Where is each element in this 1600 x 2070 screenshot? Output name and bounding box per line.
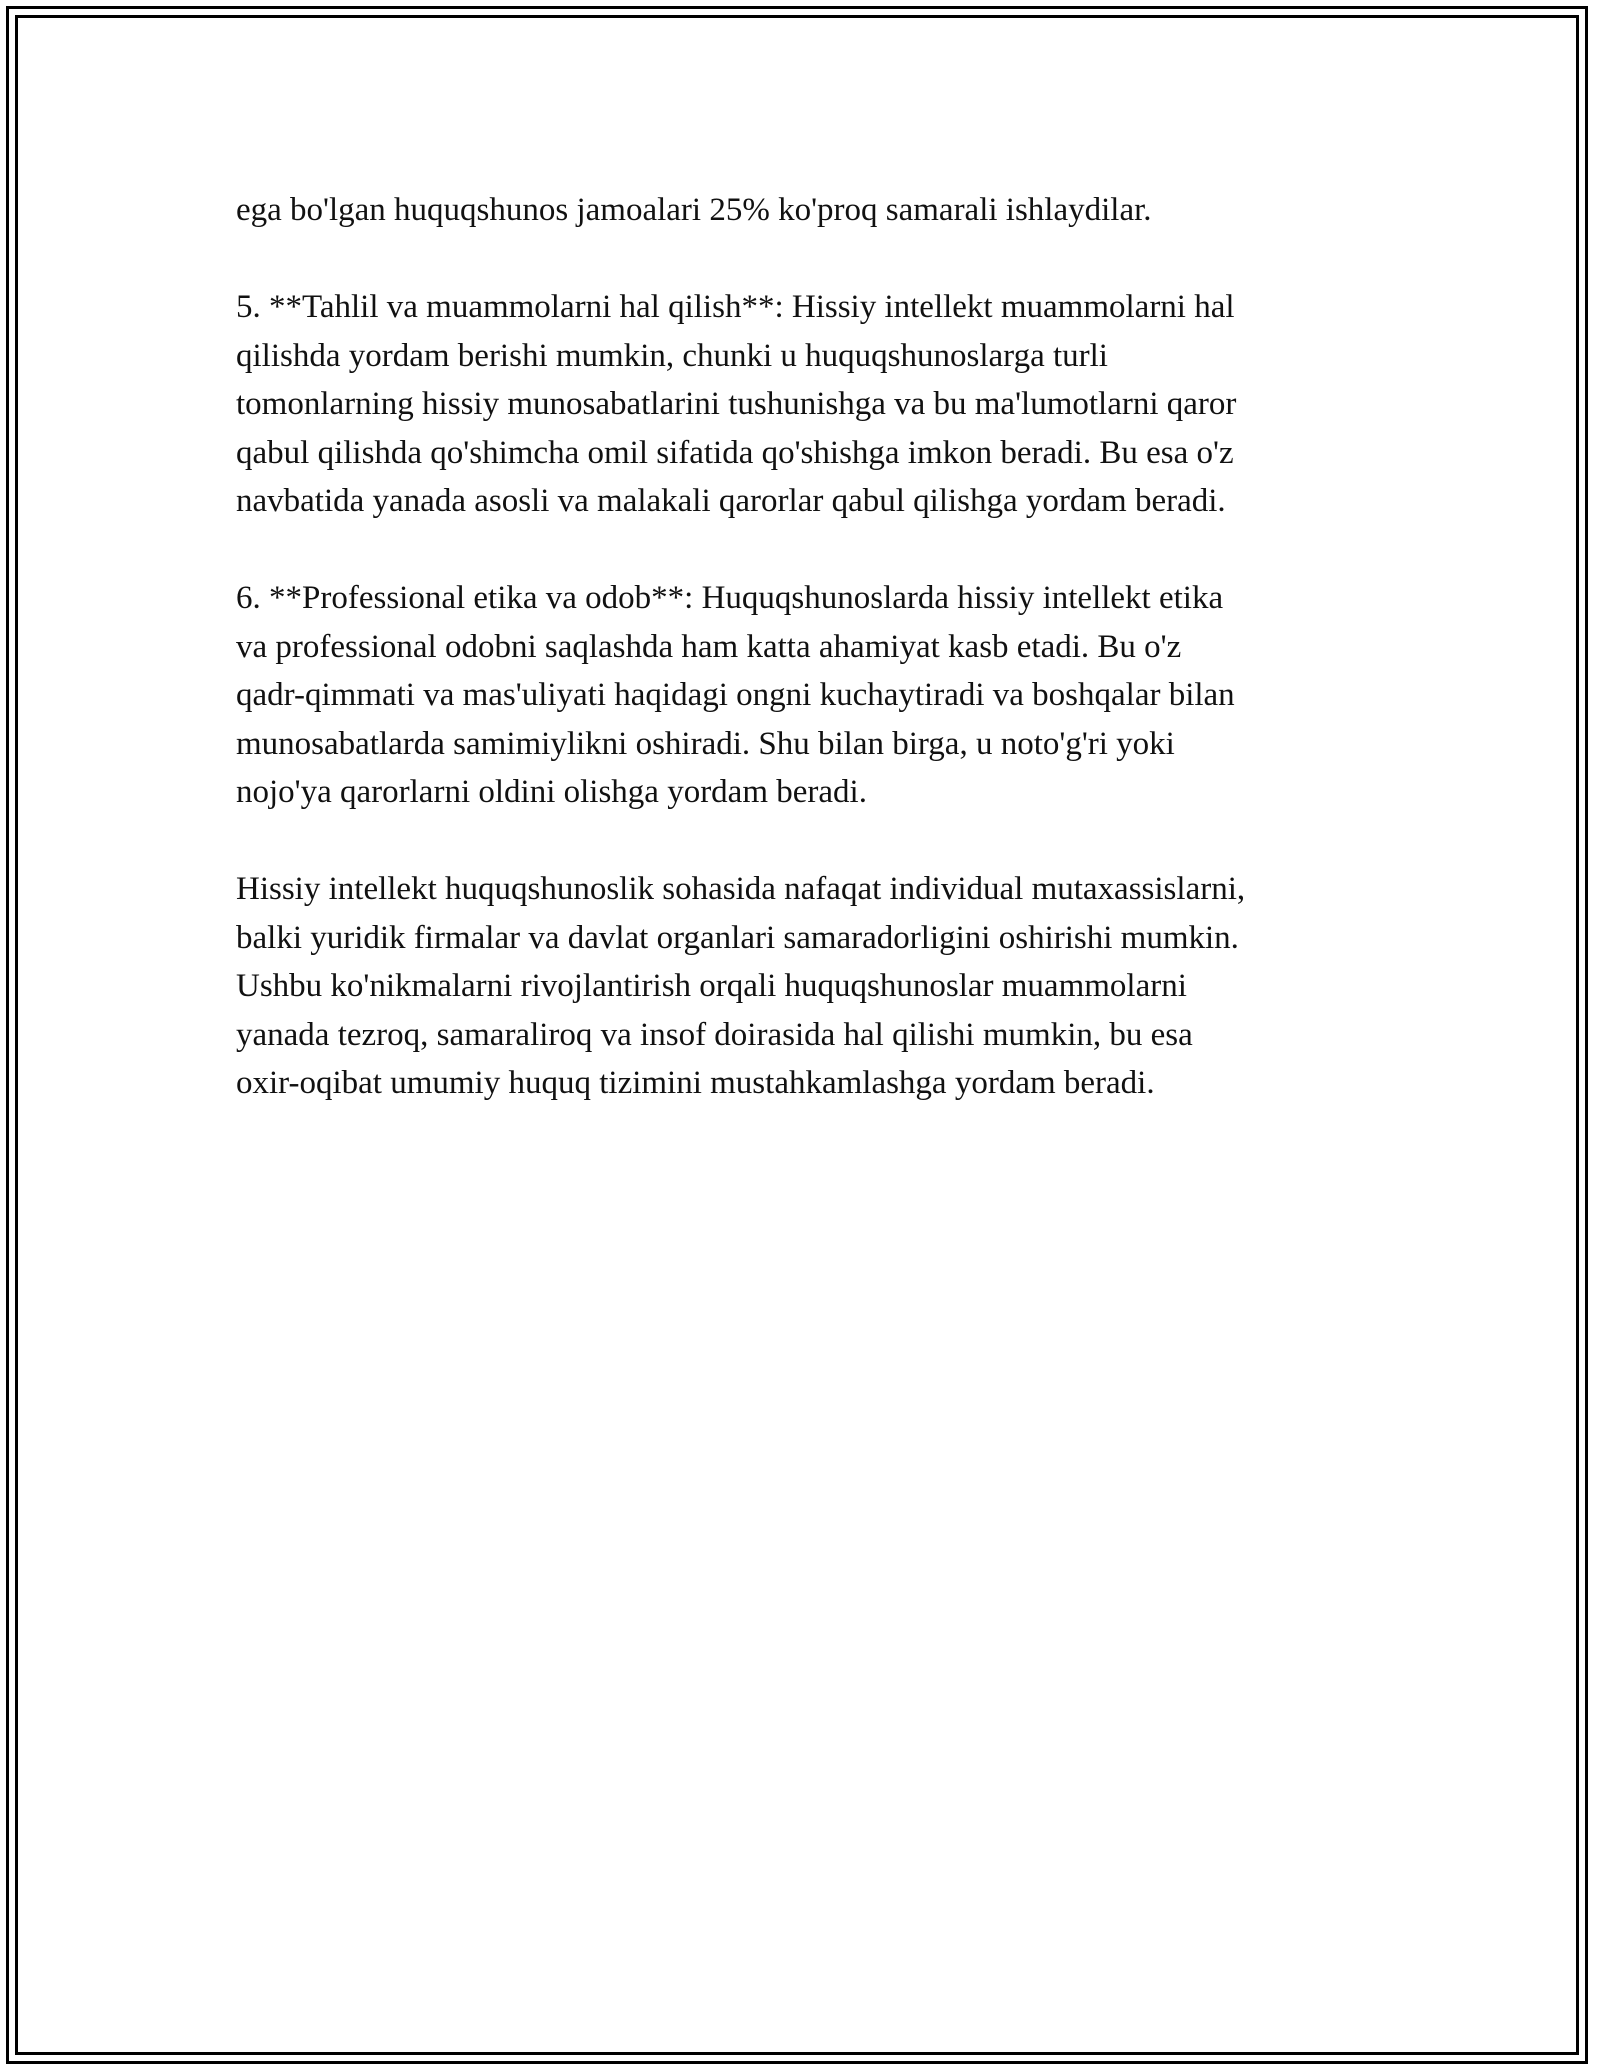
text-line: Hissiy intellekt huquqshunoslik sohasida nafaqat individual mutaxassislarni, xyxy=(236,871,1246,907)
text-line: munosabatlarda samimiylikni oshiradi. Shu bilan birga, u noto'g'ri yoki xyxy=(236,725,1175,762)
text-line: Ushbu ko'nikmalarni rivojlantirish orqali huquqshunoslar muammolarni xyxy=(236,968,1187,1004)
text-line: ega bo'lgan huquqshunos jamoalari 25% ko'proq samarali ishlaydilar. xyxy=(236,192,1152,228)
text-line: tomonlarning hissiy munosabatlarini tushunishga va bu ma'lumotlarni qaror xyxy=(236,386,1237,422)
text-line: navbatida yanada asosli va malakali qarorlar qabul qilishga yordam beradi. xyxy=(236,483,1226,519)
text-line: qilishda yordam berishi mumkin, chunki u huquqshunoslarga turli xyxy=(236,337,1108,374)
document-body xyxy=(236,186,1366,1156)
text-line: balki yuridik firmalar va davlat organlari samaradorligini oshirishi mumkin. xyxy=(236,919,1239,956)
text-line: qabul qilishda qo'shimcha omil sifatida qo'shishga imkon beradi. Bu esa o'z xyxy=(236,434,1234,471)
text-line: oxir-oqibat umumiy huquq tizimini mustahkamlashga yordam beradi. xyxy=(236,1065,1155,1101)
paragraph-item-6 xyxy=(236,574,1366,817)
text-line: 6. **Professional etika va odob**: Huquqshunoslarda hissiy intellekt etika xyxy=(236,580,1224,616)
text-line: 5. **Tahlil va muammolarni hal qilish**: Hissiy intellekt muammolarni hal xyxy=(236,289,1235,325)
paragraph-item-5 xyxy=(236,283,1366,526)
text-line: qadr-qimmati va mas'uliyati haqidagi ongni kuchaytiradi va boshqalar bilan xyxy=(236,677,1235,713)
paragraph-conclusion xyxy=(236,865,1366,1108)
text-line: va professional odobni saqlashda ham katta ahamiyat kasb etadi. Bu o'z xyxy=(236,628,1182,665)
paragraph-continuation xyxy=(236,186,1366,235)
text-line: yanada tezroq, samaraliroq va insof doirasida hal qilishi mumkin, bu esa xyxy=(236,1016,1193,1053)
text-line: nojo'ya qarorlarni oldini olishga yordam beradi. xyxy=(236,774,867,810)
